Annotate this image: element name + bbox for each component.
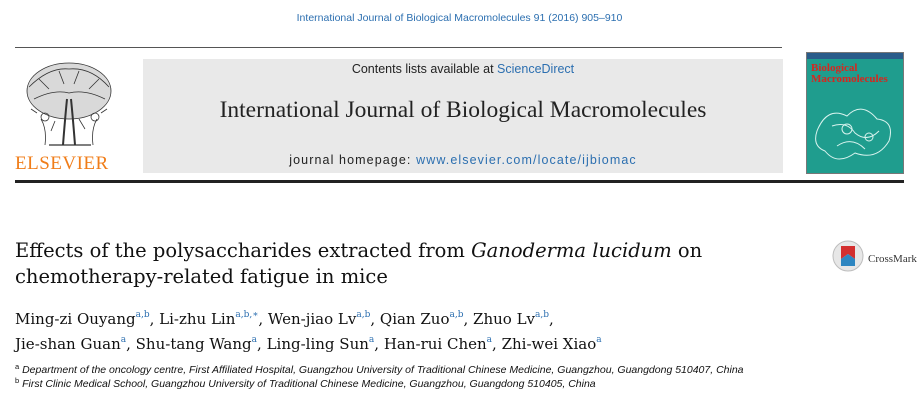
affiliation-text: First Clinic Medical School, Guangzhou University of Traditional Chinese Medicine, Guangzhou, Guangdong 510405, China [22, 378, 596, 390]
cover-band [807, 53, 903, 59]
affiliation-a [15, 362, 895, 376]
crossmark-icon [832, 238, 864, 274]
homepage-prefix: journal homepage: [289, 153, 417, 167]
journal-citation[interactable]: International Journal of Biological Macromolecules 91 (2016) 905–910 [296, 12, 623, 24]
homepage-link[interactable]: www.elsevier.com/locate/ijbiomac [416, 153, 637, 167]
author[interactable]: Ling-ling Sun$^a$ [266, 335, 375, 353]
affiliation-text: Department of the oncology centre, First Affiliated Hospital, Guangzhou University of Traditional Chinese Medicine, Guangzhou, Guangdong 510407, China [22, 364, 744, 376]
contents-availability [143, 62, 783, 76]
affiliation-mark: a [15, 362, 20, 371]
cover-title: Biological Macromolecules [811, 62, 888, 85]
publisher-wordmark: ELSEVIER [15, 153, 109, 174]
author[interactable]: Li-zhu Lin$^{a,b,∗}$ [159, 310, 259, 328]
title-part-2: on chemotherapy-related fatigue in mice [15, 239, 703, 288]
author[interactable]: Wen-jiao Lv$^{a,b}$ [267, 310, 371, 328]
journal-name: International Journal of Biological Macromolecules [219, 97, 707, 123]
journal-masthead [143, 59, 783, 173]
affiliation-mark: b [15, 376, 20, 385]
sciencedirect-link[interactable]: ScienceDirect [497, 62, 575, 76]
author[interactable]: Shu-tang Wang$^a$ [135, 335, 258, 353]
author[interactable]: Jie-shan Guan$^a$ [15, 335, 127, 353]
contents-prefix: Contents lists available at [351, 62, 498, 76]
affiliation-b [15, 376, 895, 390]
title-part-1: Effects of the polysaccharides extracted from [15, 239, 472, 262]
cover-molecule-image [807, 91, 903, 173]
elsevier-tree-icon [19, 59, 119, 155]
crossmark-badge[interactable] [832, 238, 917, 274]
author[interactable]: Qian Zuo$^{a,b}$ [379, 310, 464, 328]
journal-cover[interactable] [806, 52, 904, 174]
author[interactable]: Zhuo Lv$^{a,b}$ [473, 310, 550, 328]
author[interactable]: Han-rui Chen$^a$ [383, 335, 493, 353]
header-divider [15, 47, 782, 48]
title-species: Ganoderma lucidum [471, 239, 672, 262]
journal-homepage [143, 153, 783, 167]
author[interactable]: Ming-zi Ouyang$^{a,b}$ [15, 310, 150, 328]
publisher-logo[interactable] [15, 59, 125, 172]
author-list: Ming-zi Ouyang$^{a,b}$, Li-zhu Lin$^{a,b,∗}$, Wen-jiao Lv$^{a,b}$, Qian Zuo$^{a,b}$, Zhuo Lv$^{a,b}$, Jie-shan Guan$^a$, Shu-tang Wang$^a$, Ling-ling Sun$^a$, Han-rui Chen$^a$, Zhi-wei Xiao$^a$ [15, 310, 602, 353]
crossmark-label: CrossMark [868, 253, 917, 265]
author[interactable]: Zhi-wei Xiao$^a$ [501, 335, 602, 353]
masthead-bottom-rule [15, 180, 904, 183]
article-title [15, 238, 795, 290]
